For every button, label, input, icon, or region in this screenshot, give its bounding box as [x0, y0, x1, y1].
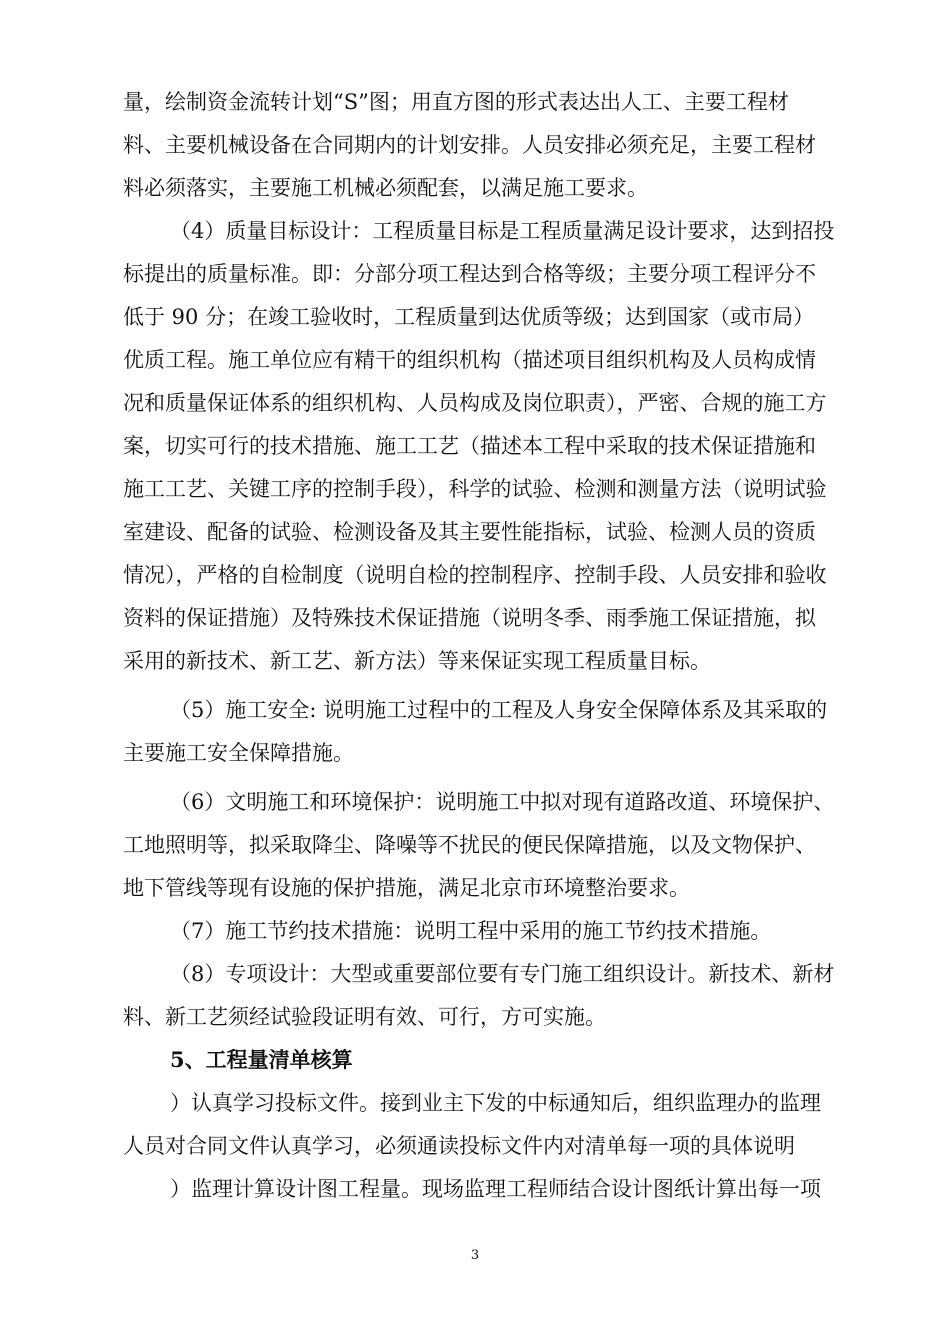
- text-line: 料、新工艺须经试验段证明有效、可行，方可实施。: [123, 1005, 606, 1029]
- text-line: 情况），严格的自检制度（说明自检的控制程序、控制手段、人员安排和验收: [123, 563, 827, 587]
- text-line: 料、主要机械设备在合同期内的计划安排。人员安排必须充足，主要工程材: [123, 133, 816, 157]
- page-number: 3: [470, 1248, 480, 1263]
- text-line: 主要施工安全保障措施。: [123, 741, 354, 765]
- text-line: 施工工艺、关键工序的控制手段），科学的试验、检测和测量方法（说明试验: [123, 477, 827, 501]
- text-line: 室建设、配备的试验、检测设备及其主要性能指标，试验、检测人员的资质: [123, 520, 816, 544]
- text-line: 采用的新技术、新工艺、新方法）等来保证实现工程质量目标。: [123, 649, 711, 673]
- text-line: 况和质量保证体系的组织机构、人员构成及岗位职责），严密、合规的施工方: [123, 391, 827, 415]
- text-line: （8）专项设计：大型或重要部位要有专门施工组织设计。新技术、新材: [170, 962, 835, 986]
- text-line: （4）质量目标设计：工程质量目标是工程质量满足设计要求，达到招投: [170, 219, 835, 243]
- text-line: 人员对合同文件认真学习，必须通读投标文件内对清单每一项的具体说明: [123, 1134, 795, 1158]
- text-line: 低于 90 分；在竣工验收时，工程质量到达优质等级；达到国家（或市局）: [123, 305, 815, 329]
- text-line: ）认真学习投标文件。接到业主下发的中标通知后，组织监理办的监理: [170, 1091, 821, 1115]
- text-line: 资料的保证措施）及特殊技术保证措施（说明冬季、雨季施工保证措施，拟: [123, 606, 816, 630]
- text-line: 工地照明等，拟采取降尘、降噪等不扰民的便民保障措施，以及文物保护、: [123, 833, 816, 857]
- text-line: ）监理计算设计图工程量。现场监理工程师结合设计图纸计算出每一项: [170, 1177, 821, 1201]
- text-line: 标提出的质量标准。即：分部分项工程达到合格等级；主要分项工程评分不: [123, 262, 816, 286]
- text-line: （6）文明施工和环境保护：说明施工中拟对现有道路改道、环境保护、: [170, 790, 835, 814]
- text-line: 优质工程。施工单位应有精干的组织机构（描述项目组织机构及人员构成情: [123, 348, 816, 372]
- text-line: （7）施工节约技术措施：说明工程中采用的施工节约技术措施。: [170, 919, 772, 943]
- section-heading: 5、工程量清单核算: [170, 1047, 353, 1072]
- text-line: 地下管线等现有设施的保护措施，满足北京市环境整治要求。: [123, 876, 690, 900]
- text-line: 案，切实可行的技术措施、施工工艺（描述本工程中采取的技术保证措施和: [123, 434, 816, 458]
- text-line: 料必须落实，主要施工机械必须配套，以满足施工要求。: [123, 176, 648, 200]
- text-line: （5）施工安全: 说明施工过程中的工程及人身安全保障体系及其采取的: [170, 698, 828, 722]
- text-line: 量，绘制资金流转计划“S”图；用直方图的形式表达出人工、主要工程材: [123, 90, 789, 114]
